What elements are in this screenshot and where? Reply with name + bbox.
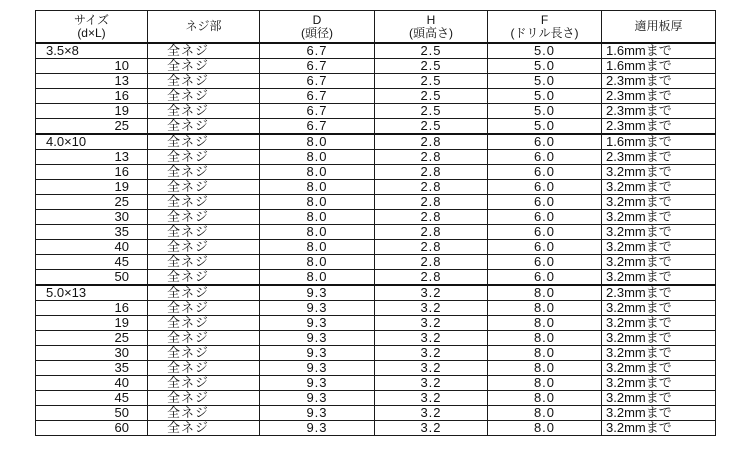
cell-size: 16 [36, 89, 148, 104]
table-row [36, 89, 716, 104]
cell-d: 9.3 [260, 391, 375, 406]
cell-thread: 全ネジ [148, 43, 260, 59]
cell-d: 6.7 [260, 119, 375, 135]
cell-d: 8.0 [260, 165, 375, 180]
cell-thread: 全ネジ [148, 270, 260, 286]
cell-size: 19 [36, 104, 148, 119]
cell-d: 9.3 [260, 406, 375, 421]
cell-thread: 全ネジ [148, 210, 260, 225]
header-f-label: F [540, 12, 549, 27]
cell-d: 6.7 [260, 59, 375, 74]
cell-f: 6.0 [488, 240, 602, 255]
cell-plate: 3.2mmまで [602, 376, 716, 391]
cell-thread: 全ネジ [148, 225, 260, 240]
cell-size: 10 [36, 59, 148, 74]
cell-h: 2.5 [375, 104, 488, 119]
header-h-sub: (頭高さ) [409, 25, 453, 40]
cell-thread: 全ネジ [148, 104, 260, 119]
cell-h: 2.5 [375, 74, 488, 89]
cell-d: 8.0 [260, 210, 375, 225]
cell-d: 9.3 [260, 285, 375, 301]
cell-thread: 全ネジ [148, 150, 260, 165]
table-row [36, 43, 716, 59]
cell-size: 3.5×8 [36, 43, 148, 59]
cell-size: 4.0×10 [36, 134, 148, 150]
cell-plate: 3.2mmまで [602, 255, 716, 270]
cell-plate: 2.3mmまで [602, 74, 716, 89]
table-row [36, 150, 716, 165]
table-row [36, 255, 716, 270]
cell-thread: 全ネジ [148, 301, 260, 316]
cell-h: 2.8 [375, 225, 488, 240]
cell-size: 35 [36, 225, 148, 240]
cell-plate: 3.2mmまで [602, 165, 716, 180]
cell-plate: 3.2mmまで [602, 180, 716, 195]
cell-f: 5.0 [488, 59, 602, 74]
cell-f: 8.0 [488, 285, 602, 301]
cell-h: 2.5 [375, 119, 488, 135]
cell-thread: 全ネジ [148, 119, 260, 135]
cell-size: 60 [36, 421, 148, 436]
cell-f: 6.0 [488, 255, 602, 270]
cell-d: 9.3 [260, 346, 375, 361]
cell-f: 6.0 [488, 165, 602, 180]
table-row [36, 316, 716, 331]
cell-d: 9.3 [260, 421, 375, 436]
cell-thread: 全ネジ [148, 59, 260, 74]
cell-thread: 全ネジ [148, 391, 260, 406]
cell-d: 8.0 [260, 270, 375, 286]
cell-f: 8.0 [488, 301, 602, 316]
cell-f: 5.0 [488, 74, 602, 89]
cell-d: 8.0 [260, 240, 375, 255]
cell-thread: 全ネジ [148, 316, 260, 331]
table-row [36, 225, 716, 240]
cell-plate: 1.6mmまで [602, 43, 716, 59]
cell-d: 9.3 [260, 376, 375, 391]
cell-size: 5.0×13 [36, 285, 148, 301]
cell-plate: 2.3mmまで [602, 285, 716, 301]
cell-thread: 全ネジ [148, 240, 260, 255]
cell-d: 8.0 [260, 180, 375, 195]
table-row [36, 270, 716, 286]
table-row [36, 240, 716, 255]
table-row [36, 74, 716, 89]
cell-f: 6.0 [488, 195, 602, 210]
cell-plate: 1.6mmまで [602, 134, 716, 150]
table-row [36, 331, 716, 346]
cell-f: 6.0 [488, 150, 602, 165]
cell-size: 30 [36, 346, 148, 361]
cell-size: 19 [36, 180, 148, 195]
table-row [36, 104, 716, 119]
cell-size: 13 [36, 150, 148, 165]
cell-plate: 3.2mmまで [602, 391, 716, 406]
cell-h: 2.8 [375, 180, 488, 195]
cell-thread: 全ネジ [148, 361, 260, 376]
cell-plate: 3.2mmまで [602, 225, 716, 240]
cell-size: 16 [36, 301, 148, 316]
cell-thread: 全ネジ [148, 255, 260, 270]
table-row [36, 180, 716, 195]
cell-h: 3.2 [375, 346, 488, 361]
cell-size: 50 [36, 270, 148, 286]
cell-size: 45 [36, 255, 148, 270]
cell-plate: 3.2mmまで [602, 406, 716, 421]
cell-thread: 全ネジ [148, 195, 260, 210]
cell-thread: 全ネジ [148, 421, 260, 436]
table-row [36, 361, 716, 376]
header-d-label: D [312, 12, 322, 27]
cell-plate: 2.3mmまで [602, 104, 716, 119]
cell-thread: 全ネジ [148, 74, 260, 89]
table-row [36, 210, 716, 225]
cell-plate: 3.2mmまで [602, 346, 716, 361]
cell-size: 50 [36, 406, 148, 421]
cell-f: 5.0 [488, 89, 602, 104]
cell-h: 3.2 [375, 331, 488, 346]
screw-spec-table [35, 10, 716, 436]
header-d [260, 11, 375, 44]
cell-h: 2.8 [375, 165, 488, 180]
header-thread: ネジ部 [148, 11, 260, 44]
header-f [488, 11, 602, 44]
cell-d: 9.3 [260, 361, 375, 376]
cell-h: 3.2 [375, 421, 488, 436]
cell-plate: 3.2mmまで [602, 240, 716, 255]
cell-h: 2.8 [375, 150, 488, 165]
cell-h: 3.2 [375, 301, 488, 316]
cell-thread: 全ネジ [148, 285, 260, 301]
cell-f: 5.0 [488, 43, 602, 59]
cell-thread: 全ネジ [148, 180, 260, 195]
cell-d: 6.7 [260, 89, 375, 104]
table-row [36, 421, 716, 436]
cell-f: 6.0 [488, 180, 602, 195]
cell-f: 6.0 [488, 134, 602, 150]
cell-d: 9.3 [260, 316, 375, 331]
cell-d: 6.7 [260, 74, 375, 89]
cell-size: 13 [36, 74, 148, 89]
cell-h: 2.8 [375, 255, 488, 270]
cell-d: 6.7 [260, 104, 375, 119]
cell-f: 8.0 [488, 406, 602, 421]
cell-plate: 2.3mmまで [602, 150, 716, 165]
table-row [36, 301, 716, 316]
cell-size: 19 [36, 316, 148, 331]
cell-plate: 3.2mmまで [602, 421, 716, 436]
cell-h: 3.2 [375, 361, 488, 376]
cell-thread: 全ネジ [148, 376, 260, 391]
cell-d: 9.3 [260, 331, 375, 346]
cell-d: 8.0 [260, 225, 375, 240]
cell-thread: 全ネジ [148, 346, 260, 361]
cell-thread: 全ネジ [148, 165, 260, 180]
cell-thread: 全ネジ [148, 406, 260, 421]
table-row [36, 406, 716, 421]
cell-thread: 全ネジ [148, 331, 260, 346]
cell-plate: 3.2mmまで [602, 301, 716, 316]
cell-f: 8.0 [488, 346, 602, 361]
cell-d: 8.0 [260, 150, 375, 165]
cell-size: 45 [36, 391, 148, 406]
table-row [36, 285, 716, 301]
header-size-sub: (d×L) [77, 25, 106, 40]
cell-h: 2.8 [375, 240, 488, 255]
cell-f: 6.0 [488, 270, 602, 286]
cell-size: 25 [36, 119, 148, 135]
cell-f: 8.0 [488, 391, 602, 406]
cell-h: 2.5 [375, 59, 488, 74]
cell-h: 3.2 [375, 316, 488, 331]
cell-plate: 3.2mmまで [602, 195, 716, 210]
table-header-row [36, 11, 716, 44]
table-row [36, 195, 716, 210]
cell-d: 8.0 [260, 255, 375, 270]
cell-plate: 2.3mmまで [602, 89, 716, 104]
cell-f: 5.0 [488, 104, 602, 119]
cell-h: 2.8 [375, 195, 488, 210]
cell-size: 25 [36, 195, 148, 210]
cell-size: 16 [36, 165, 148, 180]
header-plate: 適用板厚 [602, 11, 716, 44]
cell-plate: 3.2mmまで [602, 270, 716, 286]
cell-h: 2.8 [375, 270, 488, 286]
cell-thread: 全ネジ [148, 89, 260, 104]
cell-plate: 3.2mmまで [602, 331, 716, 346]
header-size-label: サイズ [73, 12, 110, 27]
cell-plate: 3.2mmまで [602, 316, 716, 331]
cell-f: 6.0 [488, 225, 602, 240]
cell-f: 6.0 [488, 210, 602, 225]
header-h-label: H [426, 12, 436, 27]
table-row [36, 346, 716, 361]
cell-h: 3.2 [375, 406, 488, 421]
cell-size: 35 [36, 361, 148, 376]
cell-d: 8.0 [260, 195, 375, 210]
cell-f: 8.0 [488, 421, 602, 436]
cell-h: 2.8 [375, 210, 488, 225]
cell-plate: 3.2mmまで [602, 361, 716, 376]
table-body [36, 43, 716, 436]
cell-h: 3.2 [375, 376, 488, 391]
cell-plate: 3.2mmまで [602, 210, 716, 225]
cell-h: 3.2 [375, 285, 488, 301]
cell-plate: 1.6mmまで [602, 59, 716, 74]
cell-thread: 全ネジ [148, 134, 260, 150]
cell-h: 3.2 [375, 391, 488, 406]
cell-f: 8.0 [488, 316, 602, 331]
table-row [36, 119, 716, 135]
cell-d: 9.3 [260, 301, 375, 316]
cell-h: 2.5 [375, 89, 488, 104]
header-f-sub: (ドリル長さ) [510, 25, 579, 40]
cell-plate: 2.3mmまで [602, 119, 716, 135]
cell-f: 8.0 [488, 361, 602, 376]
table-row [36, 59, 716, 74]
cell-size: 40 [36, 240, 148, 255]
cell-h: 2.5 [375, 43, 488, 59]
header-d-sub: (頭径) [301, 25, 333, 40]
cell-h: 2.8 [375, 134, 488, 150]
table-row [36, 165, 716, 180]
cell-d: 8.0 [260, 134, 375, 150]
cell-f: 5.0 [488, 119, 602, 135]
cell-f: 8.0 [488, 331, 602, 346]
table-row [36, 376, 716, 391]
cell-size: 30 [36, 210, 148, 225]
cell-size: 25 [36, 331, 148, 346]
table-row [36, 391, 716, 406]
table-row [36, 134, 716, 150]
header-h [375, 11, 488, 44]
cell-d: 6.7 [260, 43, 375, 59]
header-size [36, 11, 148, 44]
cell-size: 40 [36, 376, 148, 391]
cell-f: 8.0 [488, 376, 602, 391]
